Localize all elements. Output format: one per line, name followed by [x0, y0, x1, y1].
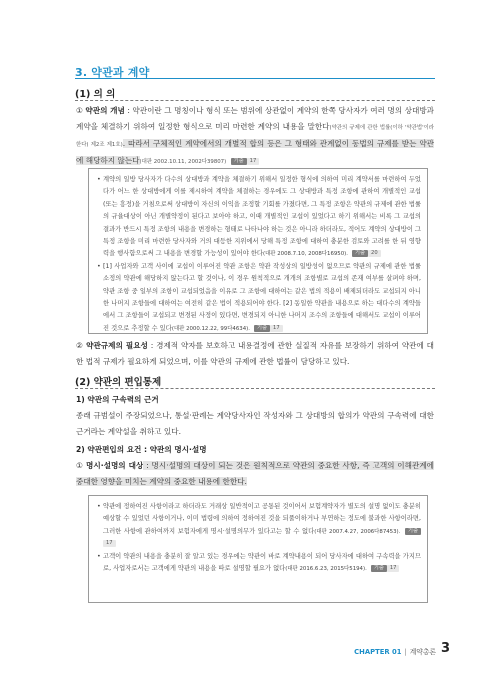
- footer-separator: |: [404, 648, 407, 656]
- case-item: • 계약의 일방 당사자가 다수의 상대방과 계약을 체결하기 위해서 일정한 형식에 의하여 미리 계약서를 마련하여 두었다가 어느 한 상대방에게 이를 제시하여 계약을 체결하는 경우에도 그 상대방과 특정 조항에 관하여 개별적인 교섭(또는 흥정)을 거침으로써 상대방이 자신의 이익을 조정할 기회를 가졌다면, 그 특정 조항은 약관의 규제에 관한 법률의 규율대상이 아닌 개별약정이 된다고 보아야 하고, 이때 개별적인 교섭이 있었다고 하기 위해서는 비록 그 교섭의 결과가 반드시 특정 조항의 내용을 변경하는 형태로 나타나야 하는 것은 아니라 하더라도, 적어도 계약의 상대방이 그 특정 조항을 미리 마련한 당사자와 거의 대등한 지위에서 당해 특정 조항에 대하여 충분한 검토와 고려를 한 뒤 영향력을 행사함으로써 그 내용을 변경할 가능성이 있어야 한다(대판 2008.7.10, 2008다16950). 기출 20: [97, 174, 421, 261]
- case-item: • 고객이 약관의 내용을 충분히 잘 알고 있는 경우에는 약관이 바로 계약내용이 되어 당사자에 대하여 구속력을 가지므로, 사업자로서는 고객에게 약관의 내용을 따로 설명할 필요가 없다(대판 2016.6.23, 2015다5194). 기출 17: [97, 551, 421, 576]
- highlighted-text: : 명시·설명의 대상이 되는 것은 원칙적으로 약관의 중요한 사항, 즉 고객의 이해관계에 중대한 영향을 미치는 계약의 중요한 내용에 한한다.: [76, 461, 434, 486]
- item-number: ①: [76, 461, 84, 470]
- exam-badge: 기출: [371, 565, 387, 572]
- footer-chapter-title: 계약총론: [409, 648, 436, 656]
- case-citation: (대판 2000.12.22, 99다4634).: [171, 325, 250, 332]
- paragraph-text: 종래 규범설이 주장되었으나, 통설·판례는 계약당사자인 작성자와 그 상대방의 합의가 약관의 구속력에 대한 근거라는 계약설을 취하고 있다.: [76, 411, 434, 436]
- section-title: 3. 약관과 계약: [75, 66, 150, 79]
- case-box-2: [88, 495, 428, 603]
- item-number: ②: [76, 341, 84, 350]
- case-item: • 약관에 정하여진 사항이라고 하더라도 거래상 일반적이고 공통된 것이어서 보험계약자가 별도의 설명 없이도 충분히 예상할 수 있었던 사항이거나, 이미 법령에 의하여 정하여진 것을 되풀이하거나 부연하는 정도에 불과한 사항이라면, 그러한 사항에 관하여까지 보험자에게 명시·설명의무가 있다고는 할 수 없다(대판 2007.4.27, 2006다87453). 기출17: [97, 501, 421, 551]
- exam-badge-number: 17: [247, 158, 260, 165]
- paragraph-text: : 경제적 약자를 보호하고 내용결정에 관한 실질적 자유를 보장하기 위하여 약관에 대한 법적 규제가 필요하게 되었으며, 이를 약관의 규제에 관한 법률이 담당하고 있다.: [76, 341, 435, 366]
- exam-badge-number: 17: [387, 565, 400, 572]
- exam-badge: 기출: [231, 158, 247, 165]
- item-number: ①: [76, 106, 83, 115]
- exam-badge: 기출: [254, 325, 270, 332]
- subsection-title-incorporation: (2) 약관의 편입통제: [75, 377, 162, 388]
- page-number: 3: [441, 641, 451, 656]
- footer-running-head: [300, 646, 436, 656]
- exam-badge-number: 17: [103, 540, 116, 547]
- exam-badge-number: 17: [270, 325, 283, 332]
- highlighted-text: . 따라서 구체적인 계약에서의 개별적 합의 등은 그 형태와 관계없이 동법의 규제를 받는 약관에 해당하지 않는다: [76, 139, 434, 165]
- case-citation: (대판 2008.7.10, 2008다16950).: [263, 251, 348, 258]
- exam-badge: 기출: [352, 250, 368, 257]
- exam-badge-number: 20: [368, 250, 381, 257]
- case-citation: (대판 2007.4.27, 2006다87453).: [314, 528, 401, 535]
- paragraph-text: : 약관이란 그 명칭이나 형식 또는 범위에 상관없이 계약의 한쪽 당사자가 여러 명의 상대방과 계약을 체결하기 위하여 일정한 형식으로 미리 마련한 계약의 내용을 말한다: [76, 106, 434, 131]
- footer-chapter: CHAPTER 01: [354, 648, 402, 656]
- item-label: 약관의 개념: [85, 106, 125, 115]
- paragraph-definition: [76, 103, 434, 170]
- paragraph-heading: 2) 약관편입의 요건 : 약관의 명시·설명: [76, 445, 207, 454]
- statute-ref: (약관의 규제에 관한 법률(이하 '약관법'이라 한다) 제2조 제1호): [76, 125, 434, 148]
- item-label: 약관규제의 필요성: [86, 341, 148, 350]
- subsection-rule: [75, 388, 435, 389]
- paragraph-binding-basis: [76, 392, 434, 440]
- exam-badge: 기출: [405, 528, 421, 535]
- paragraph-incorporation-requirements: [76, 442, 434, 490]
- section-rule: [75, 78, 435, 79]
- paragraph-necessity: [76, 338, 434, 370]
- subsection-title-meaning: (1) 의 의: [75, 89, 116, 100]
- item-label: 명시·설명의 대상: [86, 461, 144, 470]
- case-item: • [1] 사업자와 고객 사이에 교섭이 이루어진 약관 조항은 약관 작성상의 일방성이 없으므로 약관의 규제에 관한 법률 소정의 약관에 해당하지 않는다고 할 것이나, 이 경우 원칙적으로 개개의 조항별로 교섭의 존재 여부를 살펴야 하며, 약관 조항 중 일부의 조항이 교섭되었음을 이유로 그 조항에 대하여는 같은 법의 적용이 배제되더라도 교섭되지 아니한 나머지 조항들에 대하여는 여전히 같은 법이 적용되어야 한다. [2] 동일한 약관을 내용으로 하는 대다수의 계약들에서 그 조항들이 교섭되고 변경된 사정이 있다면, 변경되지 아니한 나머지 조수의 조항들에 대해서도 교섭이 이루어진 것으로 추정할 수 있다(대판 2000.12.22, 99다4634). 기출 17: [97, 261, 421, 335]
- case-box-1: [88, 168, 428, 334]
- case-citation: (대판 2016.6.23, 2015다5194).: [285, 566, 367, 573]
- case-citation: (대판 2002.10.11, 2002다39807): [139, 159, 227, 165]
- subsection-rule: [75, 100, 435, 101]
- paragraph-heading: 1) 약관의 구속력의 근거: [76, 395, 159, 404]
